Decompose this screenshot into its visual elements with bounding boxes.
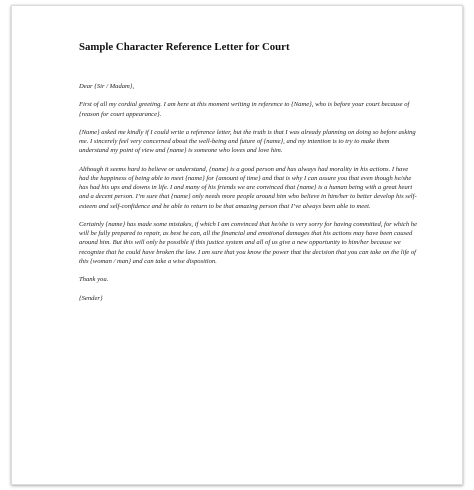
salutation: Dear {Sir / Madam}, [79, 83, 135, 90]
letter-page [11, 5, 463, 485]
paragraph-request: {Name} asked me kindly if I could write a reference letter, but the truth is that I was already planning on doing so before asking me. I sincerely feel very concerned about the well-being and future of {name}, and my intention is to try to make them understand my point of view and {name} is someone who loves and love him. [79, 128, 416, 155]
paragraph-character: Although it seems hard to believe or understand, {name} is a good person and has always had morality in his actions. I have had the happiness of being able to meet {name} for {amount of time} and that is why I can assure you that even though he/she has had his ups and downs in life. I and many of his friends we are convinced that {name} is a human being with a great heart and a decent person. I’m sure that {name} only needs more people around him who believe in him/her to better develop his self-esteem and self-confidence and be able to return to be that amazing person that I’ve always been able to meet. [79, 165, 417, 210]
letter-body [79, 82, 419, 312]
paragraph-appeal: Certainly {name} has made some mistakes, if which I am convinced that he/she is very sorry for having committed, for which he will be fully prepared to repair, as best he can, all the financial and emotional damages that his actions may have been caused around him. But this will only be possible if this justice system and all of us give a new opportunity to him/her because we recognize that he could have broken the law. I am sure that you know the power that the decision that you can take on the life of this {woman / man} and can take a wise disposition. [79, 220, 418, 265]
paragraph-greeting: First of all my cordial greeting. I am here at this moment writing in reference to {Name}, who is before your court because of {reason for court appearance}. [79, 101, 410, 118]
letter-title: Sample Character Reference Letter for Court [79, 41, 290, 53]
signature: {Sender} [79, 294, 103, 302]
closing: Thank you. [79, 276, 109, 284]
